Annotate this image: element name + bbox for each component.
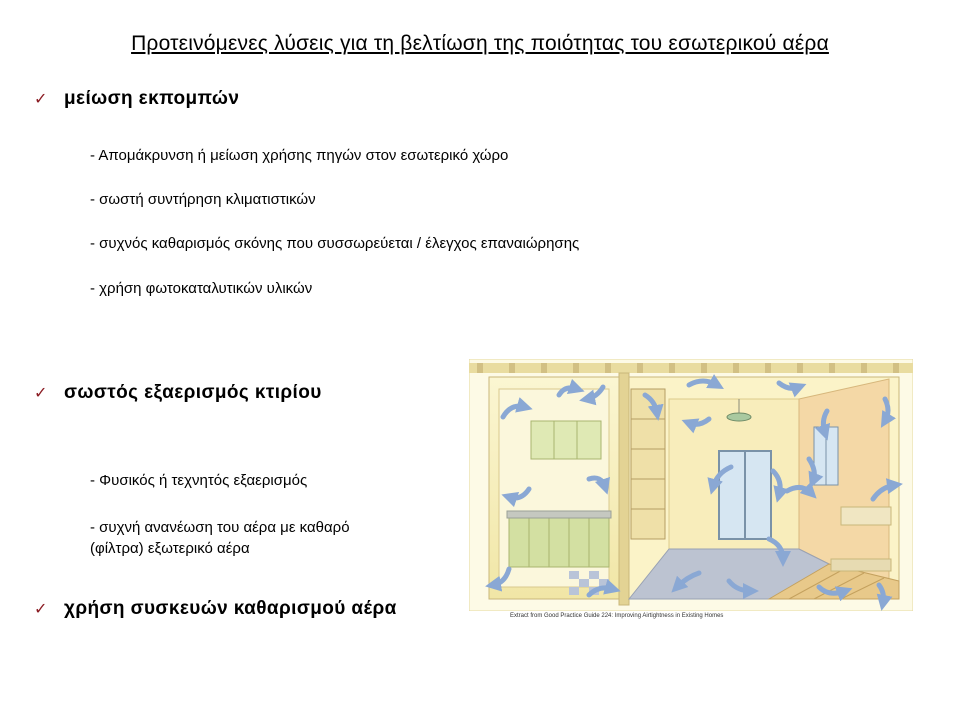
check-icon: ✓ <box>34 91 48 108</box>
house-ventilation-illustration <box>469 359 913 611</box>
list-item: - συχνός καθαρισμός σκόνης που συσσωρεύεται / έλεγχος επαναιώρησης <box>90 235 580 252</box>
check-icon: ✓ <box>34 385 48 402</box>
section-heading-label: σωστός εξαερισμός κτιρίου <box>64 382 322 403</box>
list-item-line: (φίλτρα) εξωτερικό αέρα <box>90 540 250 557</box>
section-heading-air-purifiers <box>34 598 397 620</box>
check-icon: ✓ <box>34 601 48 618</box>
section-heading-ventilation <box>34 382 322 404</box>
section-heading-label: μείωση εκπομπών <box>64 88 240 109</box>
list-item: - Απομάκρυνση ή μείωση χρήσης πηγών στον εσωτερικό χώρο <box>90 147 509 164</box>
section-heading-label: χρήση συσκευών καθαρισμού αέρα <box>64 598 397 619</box>
list-item: - χρήση φωτοκαταλυτικών υλικών <box>90 280 313 297</box>
list-item <box>90 517 350 559</box>
list-item: - Φυσικός ή τεχνητός εξαερισμός <box>90 472 308 489</box>
figure-caption: Extract from Good Practice Guide 224: Improving Airtightness in Existing Homes <box>510 613 724 619</box>
section-heading-emissions <box>34 88 239 110</box>
page-title: Προτεινόμενες λύσεις για τη βελτίωση της ποιότητας του εσωτερικού αέρα <box>131 32 829 55</box>
list-item: - σωστή συντήρηση κλιματιστικών <box>90 191 316 208</box>
list-item-line: - συχνή ανανέωση του αέρα με καθαρό <box>90 519 350 536</box>
